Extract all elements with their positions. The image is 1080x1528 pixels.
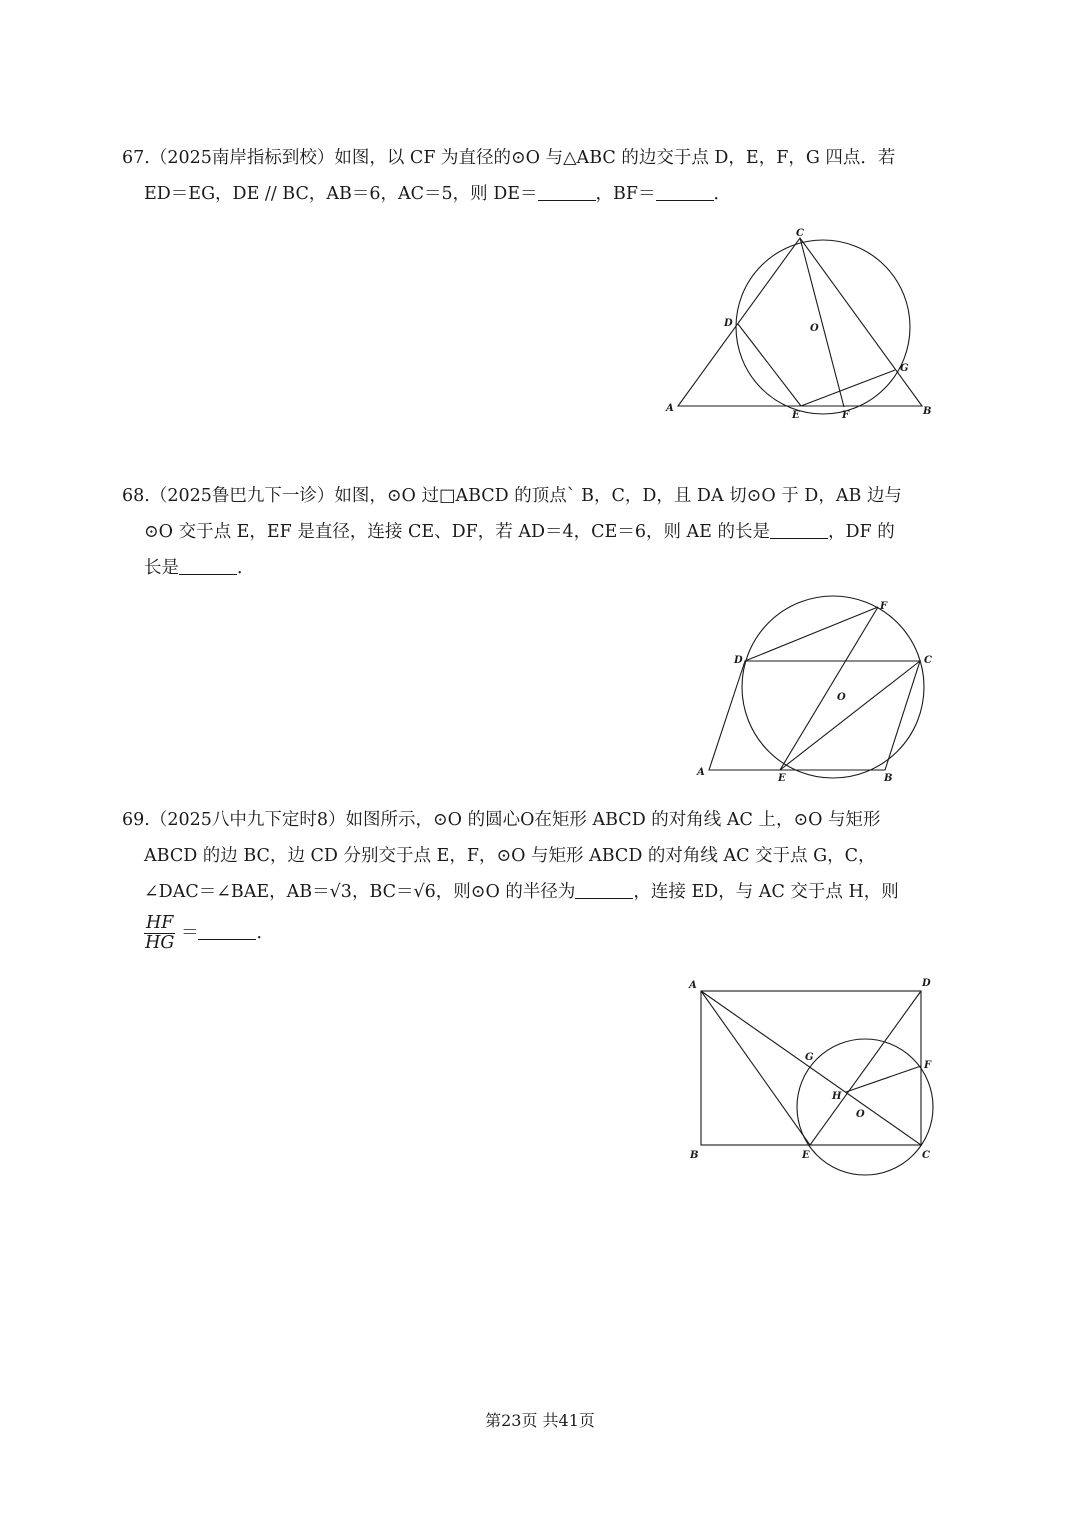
label-o: O (856, 1109, 865, 1120)
q67-line2 (122, 176, 962, 212)
label-a: A (666, 403, 674, 414)
q69-line3a: ∠DAC＝∠BAE，AB＝√3，BC＝√6，则⊙O 的半径为 (144, 882, 576, 902)
q68-line3a: 长是 (144, 558, 179, 578)
answer-blank-ratio (198, 921, 256, 940)
q69-line1: 69.（2025八中九下定时8）如图所示，⊙O 的圆心O在矩形 ABCD 的对角线 AC 上，⊙O 与矩形 (122, 810, 881, 830)
label-c: C (924, 655, 932, 666)
q68-line2b: ，DF 的 (828, 522, 895, 542)
q69-line4 (122, 914, 962, 953)
q67-line2c: ． (713, 184, 732, 204)
label-a: A (689, 980, 697, 991)
answer-blank-df (179, 556, 237, 575)
figure-67 (660, 225, 940, 425)
fraction-numerator: HF (146, 913, 174, 933)
label-g: G (805, 1052, 814, 1063)
label-e: E (778, 773, 786, 784)
label-d: D (724, 318, 733, 329)
q68-line1: 68.（2025鲁巴九下一诊）如图，⊙O 过□ABCD 的顶点` B，C，D，且 DA 切⊙O 于 D，AB 边与 (122, 486, 902, 506)
label-b: B (884, 773, 893, 784)
q67-line2a: ED＝EG，DE // BC，AB＝6，AC＝5，则 DE＝ (144, 184, 538, 204)
label-b: B (923, 406, 932, 417)
segment-de (738, 324, 801, 406)
q68-line2a: ⊙O 交于点 E，EF 是直径，连接 CE、DF，若 AD＝4，CE＝6，则 AE 的长是 (144, 522, 770, 542)
segment-eg (801, 370, 895, 406)
segment-ed (810, 991, 921, 1145)
segment-ce (780, 661, 920, 770)
q68-line3b: ． (237, 558, 255, 578)
figure-68 (690, 595, 950, 785)
answer-blank-de (538, 182, 596, 201)
label-a: A (697, 767, 705, 778)
label-c: C (922, 1150, 930, 1161)
label-f: F (880, 601, 888, 612)
figure-69 (680, 972, 950, 1182)
question-67 (122, 140, 962, 212)
fraction-denominator: HG (145, 933, 175, 953)
segment-ae (701, 991, 810, 1145)
q68-line3 (122, 550, 962, 586)
label-d: D (734, 655, 743, 666)
q69-line3 (122, 874, 962, 910)
label-d: D (922, 978, 931, 989)
question-68 (122, 478, 962, 586)
label-o: O (837, 692, 846, 703)
answer-blank-radius (575, 880, 633, 899)
label-f: F (842, 410, 850, 421)
diagonal-ac (701, 991, 921, 1145)
label-c: C (796, 228, 804, 239)
q69-line2: ABCD 的边 BC，边 CD 分别交于点 E，F，⊙O 与矩形 ABCD 的对角线 AC 交于点 G，C， (144, 846, 876, 866)
q68-line2 (122, 514, 962, 550)
triangle-abc (678, 238, 922, 406)
segment-cf (800, 238, 844, 407)
label-b: B (690, 1150, 699, 1161)
fraction-hf-hg (144, 914, 175, 953)
circle-o-69 (797, 1039, 933, 1175)
label-e: E (792, 410, 800, 421)
label-f: F (924, 1060, 932, 1071)
q67-line1: 67.（2025南岸指标到校）如图，以 CF 为直径的⊙O 与△ABC 的边交于点 D，E，F，G 四点．若 (122, 148, 896, 168)
segment-df (745, 607, 878, 661)
label-e: E (802, 1150, 810, 1161)
segment-ef (780, 607, 878, 770)
label-h: H (832, 1091, 842, 1102)
page-number: 第23页 共41页 (485, 1411, 595, 1430)
circle-o-68 (742, 596, 924, 778)
answer-blank-ae (770, 520, 828, 539)
q67-line2b: ，BF＝ (595, 184, 656, 204)
parallelogram-abcd (709, 661, 920, 770)
label-g: G (900, 363, 909, 374)
q69-line4-end: ． (256, 923, 274, 943)
q69-line3b: ，连接 ED，与 AC 交于点 H，则 (633, 882, 899, 902)
label-o: O (810, 323, 819, 334)
q69-line4-eq: ＝ (180, 923, 199, 943)
answer-blank-bf (656, 182, 714, 201)
question-69 (122, 802, 962, 953)
